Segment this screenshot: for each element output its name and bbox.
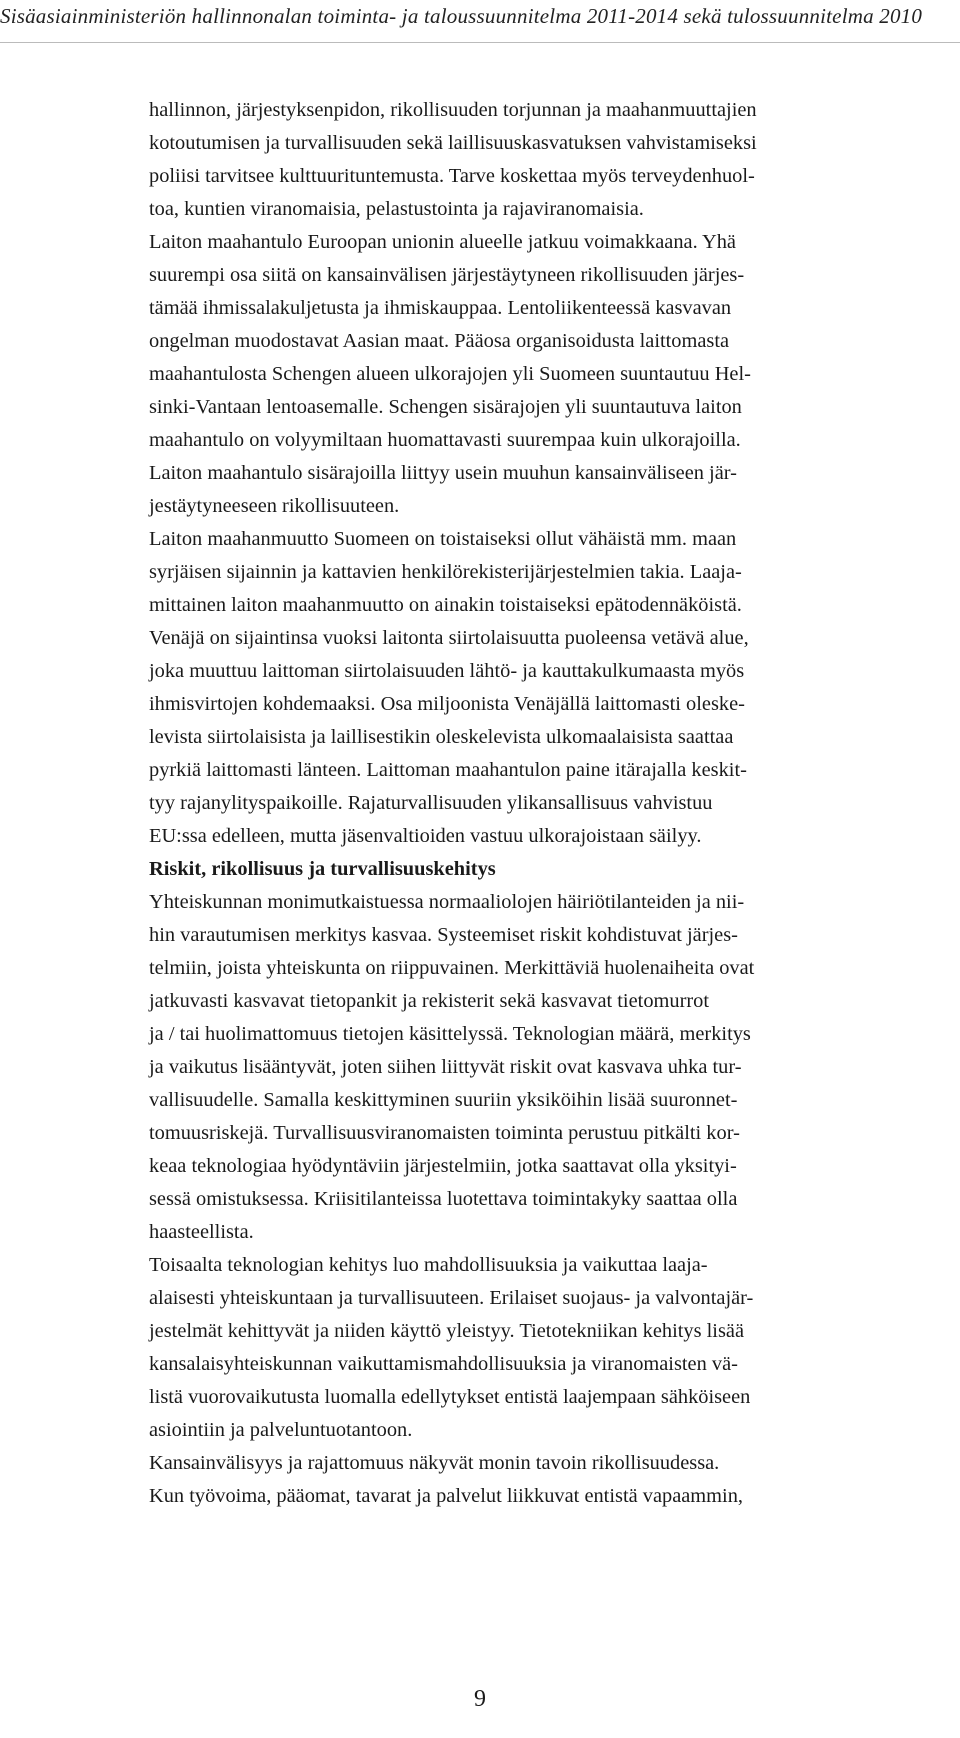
text-line: toa, kuntien viranomaisia, pelastustointa ja rajaviranomaisia. (149, 198, 644, 220)
text-line: tämää ihmissalakuljetusta ja ihmiskauppaa. Lentoliikenteessä kasvavan (149, 297, 732, 319)
text-line: telmiin, joista yhteiskunta on riippuvainen. Merkittäviä huolenaiheita ovat (149, 957, 755, 979)
text-line: syrjäisen sijainnin ja kattavien henkilörekisterijärjestelmien takia. Laaja- (149, 561, 742, 583)
text-line: keaa teknologiaa hyödyntäviin järjestelmiin, jotka saattavat olla yksityi- (149, 1155, 737, 1177)
paragraph-7 (149, 1447, 930, 1513)
text-line: kotoutumisen ja turvallisuuden sekä laillisuuskasvatuksen vahvistamiseksi (149, 132, 757, 154)
text-line: maahantulosta Schengen alueen ulkorajojen yli Suomeen suuntautuu Hel- (149, 363, 751, 385)
text-line: jestelmät kehittyvät ja niiden käyttö yleistyy. Tietotekniikan kehitys lisää (149, 1320, 745, 1342)
text-line: Yhteiskunnan monimutkaistuessa normaaliolojen häiriötilanteiden ja nii- (149, 891, 745, 913)
text-line: ja / tai huolimattomuus tietojen käsittelyssä. Teknologian määrä, merkitys (149, 1023, 751, 1045)
paragraph-4 (149, 622, 930, 853)
paragraph-2 (149, 226, 930, 523)
text-line: Laiton maahantulo sisärajoilla liittyy usein muuhun kansainväliseen jär- (149, 462, 737, 484)
page-number: 9 (474, 1686, 486, 1712)
text-line: sessä omistuksessa. Kriisitilanteissa luotettava toimintakyky saattaa olla (149, 1188, 738, 1210)
text-line: ja vaikutus lisääntyvät, joten siihen liittyvät riskit ovat kasvava uhka tur- (149, 1056, 742, 1078)
text-line: joka muuttuu laittoman siirtolaisuuden lähtö- ja kauttakulkumaasta myös (149, 660, 745, 682)
section-heading: Riskit, rikollisuus ja turvallisuuskehitys (149, 858, 496, 880)
text-line: pyrkiä laittomasti länteen. Laittoman maahantulon paine itärajalla keskit- (149, 759, 747, 781)
text-line: hallinnon, järjestyksenpidon, rikollisuuden torjunnan ja maahanmuuttajien (149, 99, 757, 121)
text-line: ongelman muodostavat Aasian maat. Pääosa organisoidusta laittomasta (149, 330, 730, 352)
text-line: tyy rajanylityspaikoille. Rajaturvallisuuden ylikansallisuus vahvistuu (149, 792, 713, 814)
text-line: sinki-Vantaan lentoasemalle. Schengen sisärajojen yli suuntautuva laiton (149, 396, 742, 418)
text-line: listä vuorovaikutusta luomalla edellytykset entistä laajempaan sähköiseen (149, 1386, 751, 1408)
text-line: Laiton maahantulo Euroopan unionin alueelle jatkuu voimakkaana. Yhä (149, 231, 736, 253)
text-line: Laiton maahanmuutto Suomeen on toistaiseksi ollut vähäistä mm. maan (149, 528, 737, 550)
text-line: suurempi osa siitä on kansainvälisen järjestäytyneen rikollisuuden järjes- (149, 264, 745, 286)
header-divider (0, 42, 960, 43)
text-line: EU:ssa edelleen, mutta jäsenvaltioiden vastuu ulkorajoistaan säilyy. (149, 825, 702, 847)
text-line: haasteellista. (149, 1221, 254, 1243)
paragraph-1 (149, 94, 930, 226)
text-line: ihmisvirtojen kohdemaaksi. Osa miljoonista Venäjällä laittomasti oleske- (149, 693, 745, 715)
page-header: Sisäasiainministeriön hallinnonalan toiminta- ja taloussuunnitelma 2011-2014 sekä tulossuunnitelma 2010 (0, 4, 923, 28)
text-line: jestäytyneeseen rikollisuuteen. (149, 495, 400, 517)
text-line: tomuusriskejä. Turvallisuusviranomaisten toiminta perustuu pitkälti kor- (149, 1122, 740, 1144)
text-line: asiointiin ja palveluntuotantoon. (149, 1419, 413, 1441)
text-line: Venäjä on sijaintinsa vuoksi laitonta siirtolaisuutta puoleensa vetävä alue, (149, 627, 749, 649)
text-line: alaisesti yhteiskuntaan ja turvallisuuteen. Erilaiset suojaus- ja valvontajär- (149, 1287, 754, 1309)
text-line: kansalaisyhteiskunnan vaikuttamismahdollisuuksia ja viranomaisten vä- (149, 1353, 738, 1375)
text-line: maahantulo on volyymiltaan huomattavasti suurempaa kuin ulkorajoilla. (149, 429, 741, 451)
text-line: hin varautumisen merkitys kasvaa. Systeemiset riskit kohdistuvat järjes- (149, 924, 738, 946)
text-line: vallisuudelle. Samalla keskittyminen suuriin yksiköihin lisää suuronnet- (149, 1089, 738, 1111)
text-line: levista siirtolaisista ja laillisestikin oleskelevista ulkomaalaisista saattaa (149, 726, 734, 748)
text-line: Kansainvälisyys ja rajattomuus näkyvät monin tavoin rikollisuudessa. (149, 1452, 720, 1474)
text-line: mittainen laiton maahanmuutto on ainakin toistaiseksi epätodennäköistä. (149, 594, 742, 616)
section-riskit (149, 853, 930, 1249)
text-line: Kun työvoima, pääomat, tavarat ja palvelut liikkuvat entistä vapaammin, (149, 1485, 743, 1507)
paragraph-6 (149, 1249, 930, 1447)
text-line: Toisaalta teknologian kehitys luo mahdollisuuksia ja vaikuttaa laaja- (149, 1254, 708, 1276)
paragraph-3 (149, 523, 930, 622)
document-body (149, 94, 930, 1513)
text-line: poliisi tarvitsee kulttuurituntemusta. Tarve koskettaa myös terveydenhuol- (149, 165, 755, 187)
text-line: jatkuvasti kasvavat tietopankit ja rekisterit sekä kasvavat tietomurrot (149, 990, 710, 1012)
